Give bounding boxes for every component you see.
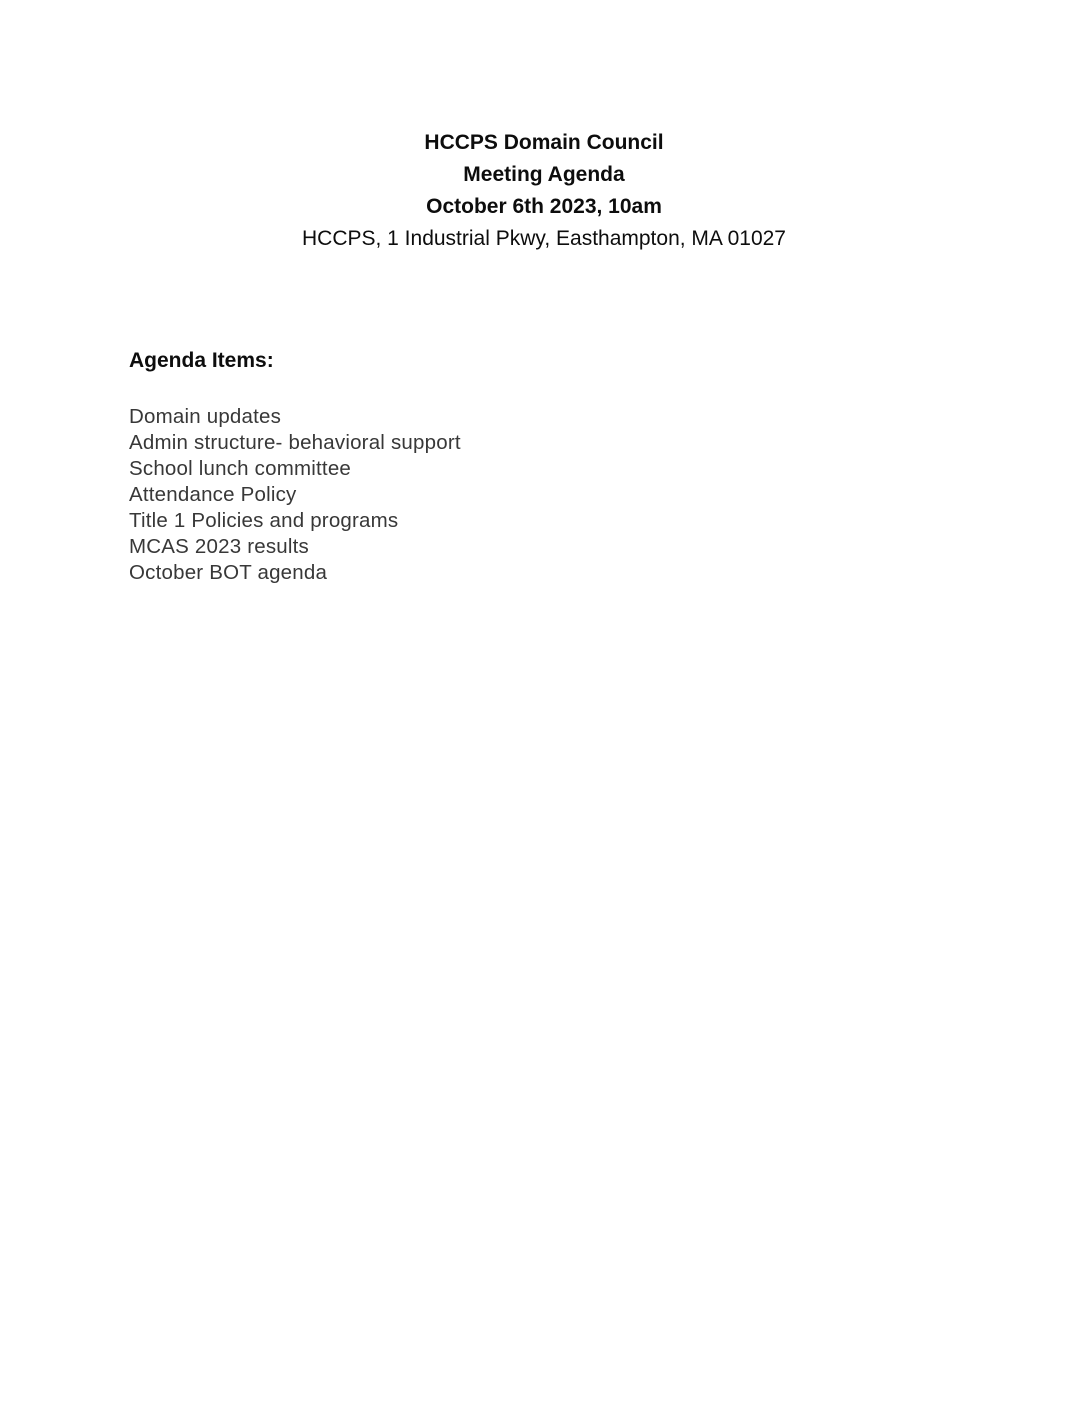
- document-title-line-3: October 6th 2023, 10am: [426, 195, 662, 218]
- agenda-item-title-1-policies: Title 1 Policies and programs: [129, 509, 399, 532]
- agenda-item-october-bot-agenda: October BOT agenda: [129, 561, 328, 584]
- document-title-line-1: HCCPS Domain Council: [424, 131, 664, 154]
- agenda-item-mcas-2023-results: MCAS 2023 results: [129, 535, 310, 558]
- agenda-item-admin-structure: Admin structure- behavioral support: [129, 431, 461, 454]
- document-address-line: HCCPS, 1 Industrial Pkwy, Easthampton, MA 01027: [301, 227, 786, 250]
- agenda-item-domain-updates: Domain updates: [129, 405, 282, 428]
- agenda-items-heading: Agenda Items:: [129, 349, 274, 372]
- agenda-item-attendance-policy: Attendance Policy: [129, 483, 297, 506]
- document-title-line-2: Meeting Agenda: [463, 163, 625, 186]
- agenda-item-school-lunch-committee: School lunch committee: [129, 457, 352, 480]
- agenda-items-list: [129, 404, 461, 586]
- document-header: [0, 127, 1088, 255]
